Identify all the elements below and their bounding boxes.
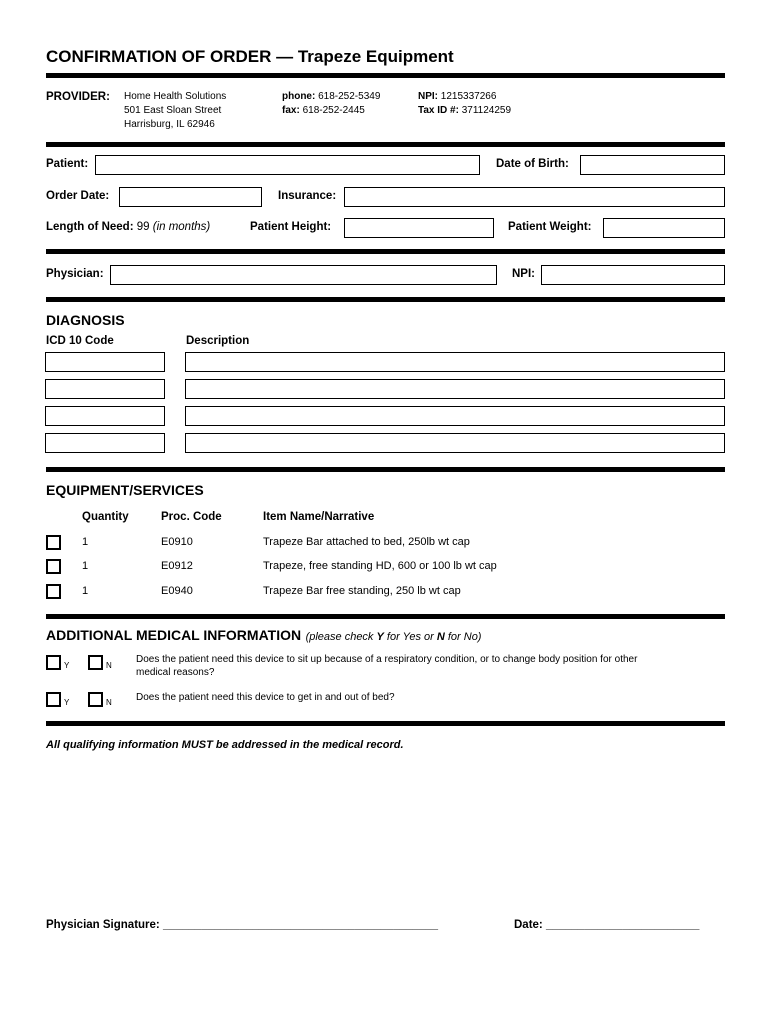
icd-code-field[interactable] — [45, 406, 165, 426]
length-of-need — [46, 221, 210, 233]
physician-npi-field[interactable] — [541, 265, 725, 285]
description-field[interactable] — [185, 406, 725, 426]
npi-label: NPI: — [418, 91, 438, 102]
item-name-header: Item Name/Narrative — [263, 511, 375, 523]
length-unit: (in months) — [152, 221, 211, 233]
item-checkbox[interactable] — [46, 559, 61, 574]
item-name: Trapeze Bar attached to bed, 250lb wt cap — [263, 536, 470, 548]
icd-code-header: ICD 10 Code — [46, 335, 114, 347]
icd-code-field[interactable] — [45, 379, 165, 399]
dob-label: Date of Birth: — [496, 158, 569, 170]
divider — [46, 142, 725, 147]
question-text — [136, 653, 637, 679]
instruction-y: Y — [376, 631, 384, 643]
item-quantity: 1 — [82, 560, 89, 572]
item-code: E0910 — [161, 536, 193, 548]
description-field[interactable] — [185, 379, 725, 399]
phone-value: 618-252-5349 — [318, 91, 381, 102]
yes-label: Y — [64, 661, 70, 670]
divider — [46, 249, 725, 254]
provider-label: PROVIDER: — [46, 91, 110, 103]
npi-value: 1215337266 — [440, 91, 497, 102]
instruction-n: N — [436, 631, 445, 643]
physician-field[interactable] — [110, 265, 497, 285]
additional-heading-row — [46, 627, 481, 645]
physician-label: Physician: — [46, 268, 104, 280]
physician-signature-line[interactable]: Physician Signature: ___________________________________________ — [46, 919, 438, 931]
yes-checkbox[interactable] — [46, 655, 61, 670]
description-header: Description — [186, 335, 250, 347]
description-field[interactable] — [185, 352, 725, 372]
item-code: E0940 — [161, 585, 193, 597]
question-text: Does the patient need this device to get in and out of bed? — [136, 692, 395, 703]
yes-checkbox[interactable] — [46, 692, 61, 707]
item-code: E0912 — [161, 560, 193, 572]
icd-code-field[interactable] — [45, 352, 165, 372]
divider — [46, 467, 725, 472]
patient-label: Patient: — [46, 158, 89, 170]
additional-instruction — [306, 631, 482, 643]
patient-field[interactable] — [95, 155, 480, 175]
dob-field[interactable] — [580, 155, 725, 175]
divider — [46, 73, 725, 78]
additional-heading: ADDITIONAL MEDICAL INFORMATION — [46, 627, 302, 643]
height-field[interactable] — [344, 218, 494, 238]
question-line: medical reasons? — [136, 667, 215, 678]
provider-name: Home Health Solutions — [124, 91, 227, 102]
proc-code-header: Proc. Code — [161, 511, 222, 523]
notice-text: All qualifying information MUST be addressed in the medical record. — [46, 739, 404, 751]
no-label: N — [106, 698, 112, 707]
length-value: 99 — [136, 221, 150, 233]
order-date-label: Order Date: — [46, 190, 110, 202]
instruction-text: for No) — [444, 631, 482, 643]
taxid-value: 371124259 — [461, 105, 512, 116]
provider-address-line1: 501 East Sloan Street — [124, 105, 222, 116]
provider-taxid — [418, 104, 511, 118]
fax-value: 618-252-2445 — [302, 105, 365, 116]
insurance-field[interactable] — [344, 187, 725, 207]
divider — [46, 721, 725, 726]
description-field[interactable] — [185, 433, 725, 453]
length-label: Length of Need: — [46, 221, 134, 233]
divider — [46, 297, 725, 302]
insurance-label: Insurance: — [278, 190, 337, 202]
question-line: Does the patient need this device to sit up because of a respiratory condition, or to change body position for other — [136, 654, 638, 665]
signature-date-line[interactable]: Date: ________________________ — [514, 919, 700, 931]
phone-label: phone: — [282, 91, 316, 102]
instruction-text: for Yes or — [383, 631, 437, 643]
provider-address-line2: Harrisburg, IL 62946 — [124, 119, 215, 130]
provider-fax — [282, 104, 365, 118]
item-checkbox[interactable] — [46, 584, 61, 599]
icd-code-field[interactable] — [45, 433, 165, 453]
instruction-text: (please check — [305, 631, 377, 643]
provider-npi — [418, 90, 496, 104]
item-name: Trapeze Bar free standing, 250 lb wt cap — [263, 585, 461, 597]
yes-label: Y — [64, 698, 70, 707]
divider — [46, 614, 725, 619]
taxid-label: Tax ID #: — [418, 105, 459, 116]
no-checkbox[interactable] — [88, 692, 103, 707]
fax-label: fax: — [282, 105, 300, 116]
height-label: Patient Height: — [250, 221, 332, 233]
item-name: Trapeze, free standing HD, 600 or 100 lb wt cap — [263, 560, 497, 572]
weight-label: Patient Weight: — [508, 221, 592, 233]
physician-npi-label: NPI: — [512, 268, 535, 280]
no-checkbox[interactable] — [88, 655, 103, 670]
provider-phone — [282, 90, 380, 104]
page-title: CONFIRMATION OF ORDER — Trapeze Equipment — [46, 47, 454, 66]
no-label: N — [106, 661, 112, 670]
item-quantity: 1 — [82, 585, 89, 597]
equipment-heading: EQUIPMENT/SERVICES — [46, 482, 204, 498]
diagnosis-heading: DIAGNOSIS — [46, 312, 125, 328]
weight-field[interactable] — [603, 218, 725, 238]
order-date-field[interactable] — [119, 187, 262, 207]
quantity-header: Quantity — [82, 511, 129, 523]
item-checkbox[interactable] — [46, 535, 61, 550]
item-quantity: 1 — [82, 536, 89, 548]
